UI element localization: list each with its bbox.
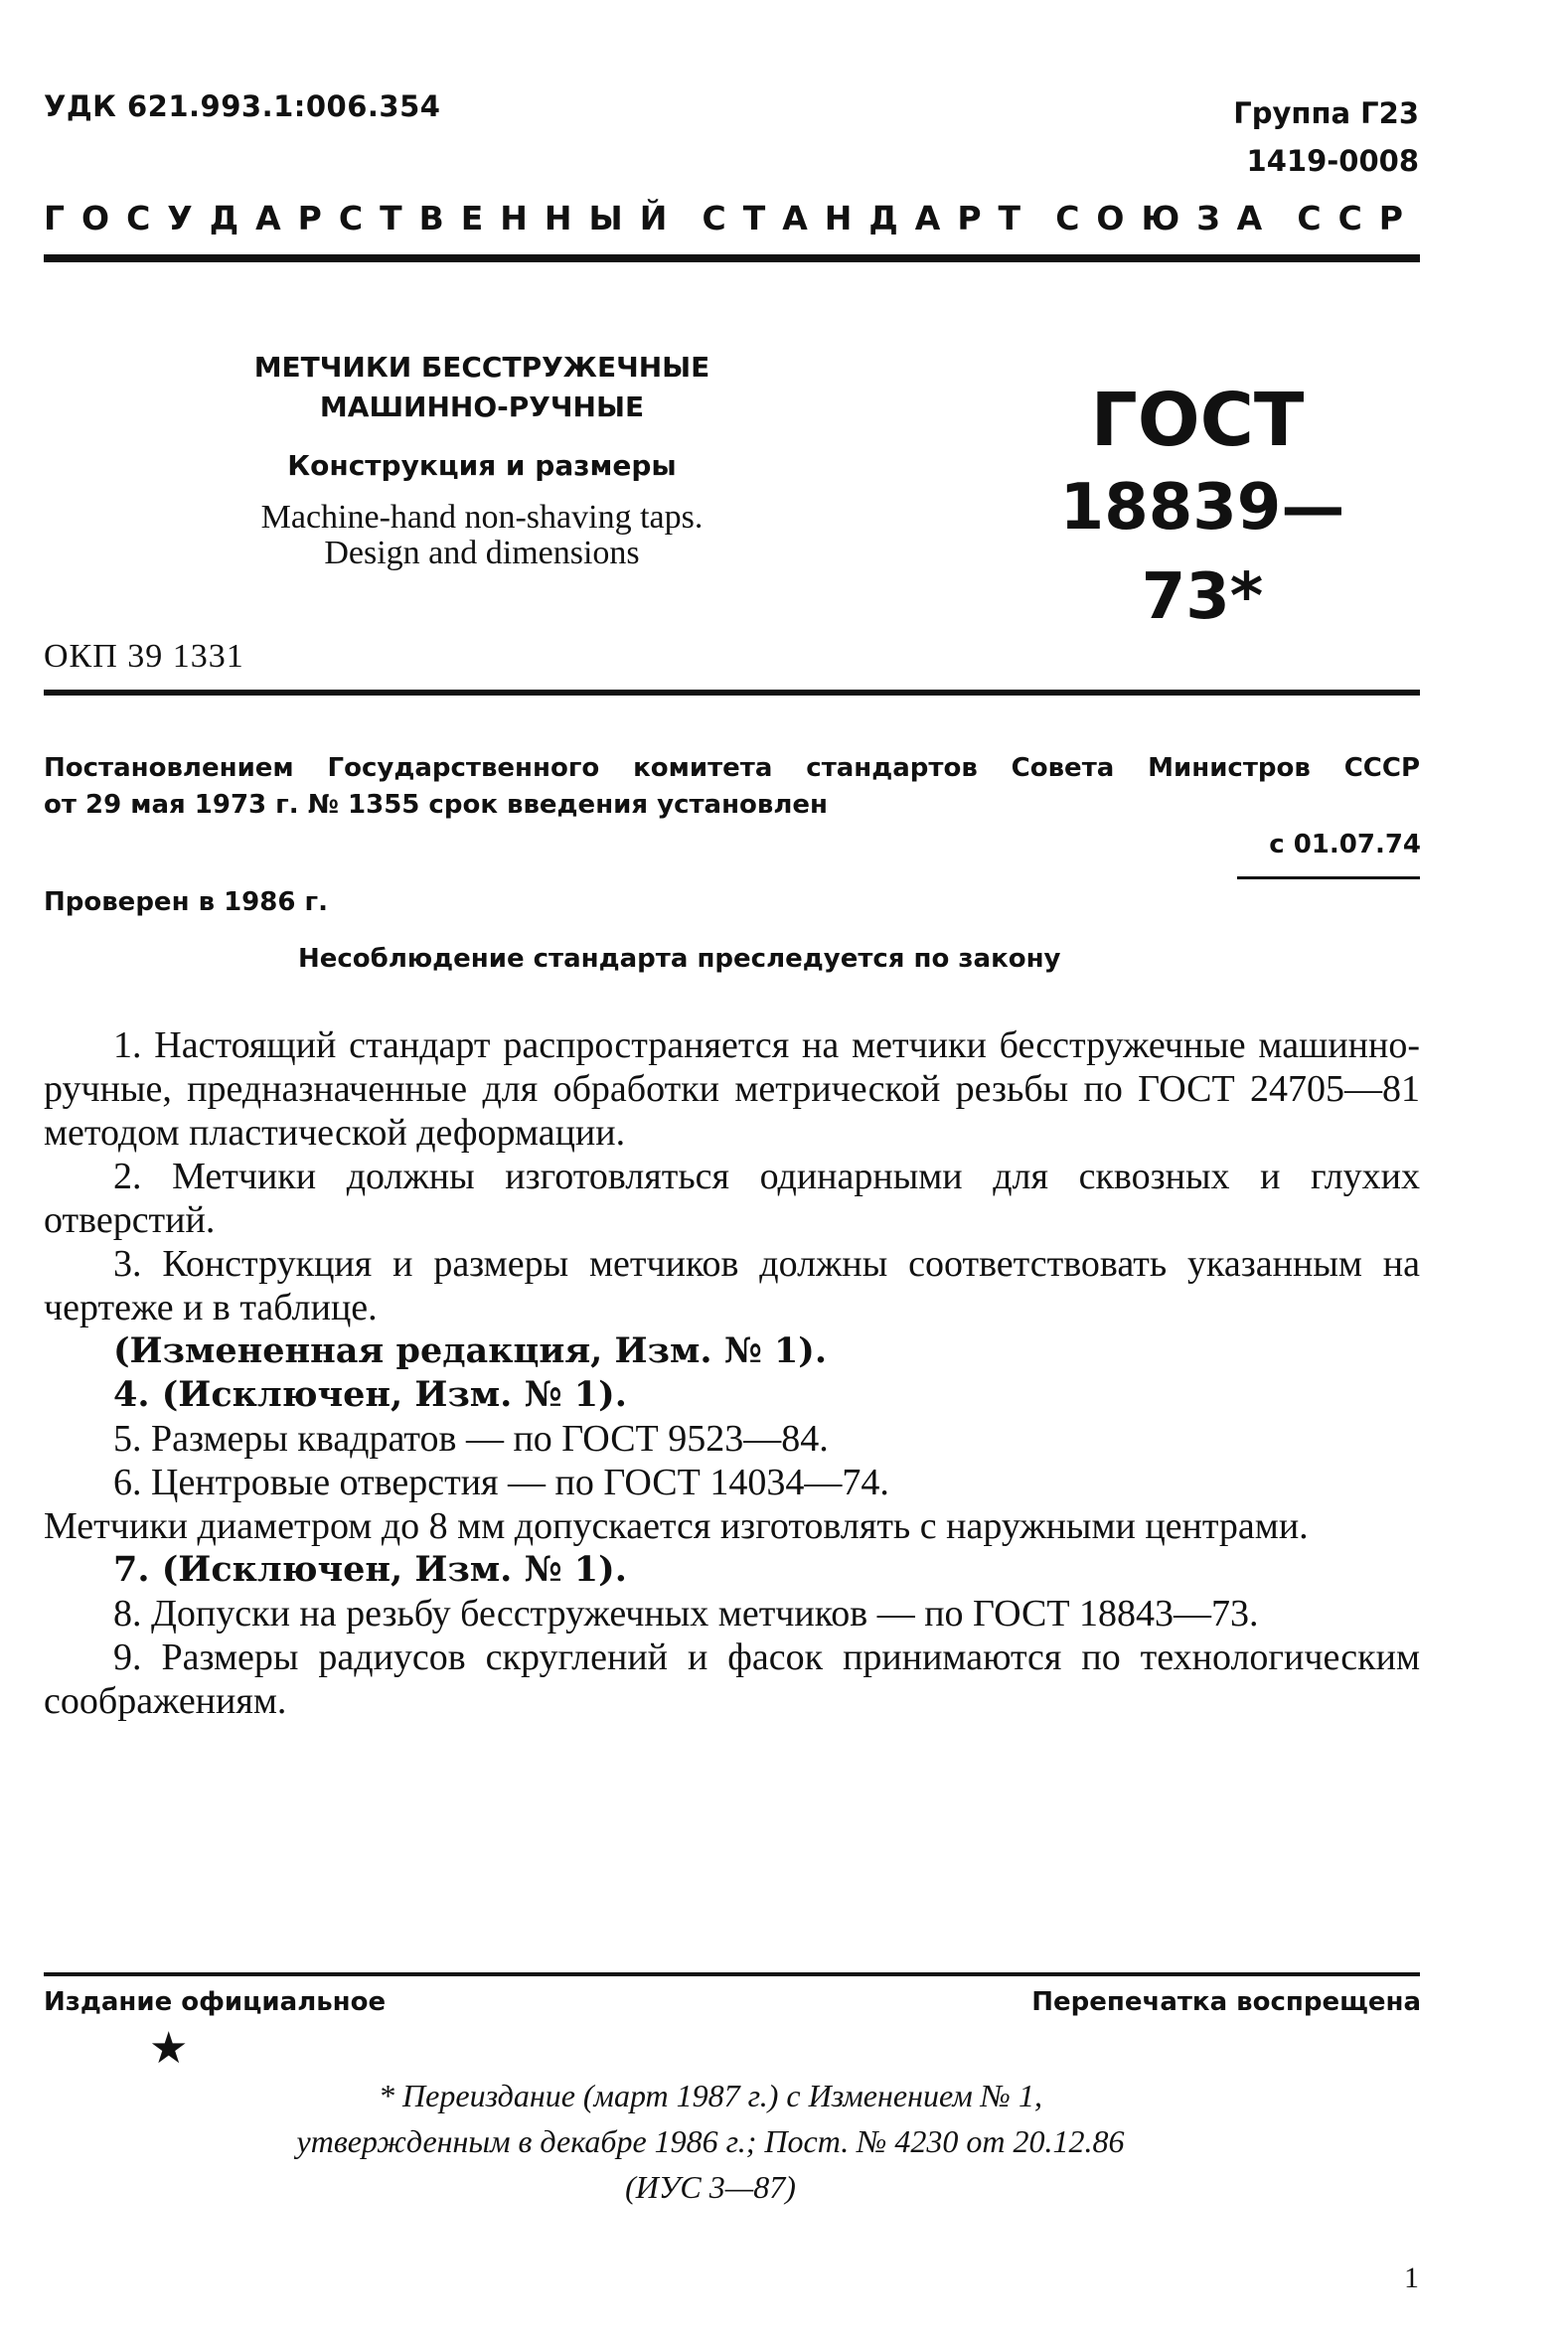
item-6-note: Метчики диаметром до 8 мм допускается изготовлять с наружными центрами. [44,1505,1309,1547]
item-1: 1. Настоящий стандарт распространяется на метчики бесстружечные машинно-ручные, предназначенные для обработки метрической резьбы по ГОСТ 24705—81 методом пластической деформации. [44,1024,1420,1154]
okp-code: ОКП 39 1331 [44,638,244,675]
footer-rule [44,1972,1420,1976]
state-standard-word-2: СТАНДАРТ [702,199,1038,237]
title-en-line1: Machine-hand non-shaving taps. [260,499,704,536]
item-8: 8. Допуски на резьбу бесстружечных метчиков — по ГОСТ 18843—73. [113,1593,1259,1635]
state-standard-word-3: СОЮЗА [1055,199,1280,237]
item-2: 2. Метчики должны изготовляться одинарными для сквозных и глухих отверстий. [44,1156,1420,1241]
item-3: 3. Конструкция и размеры метчиков должны соответствовать указанным на чертеже и в таблице. [44,1243,1420,1328]
item-3-amendment: (Измененная редакция, Изм. № 1). [113,1330,828,1371]
state-standard-word-4: ССР [1297,199,1420,237]
reprint-prohibited: Перепечатка воспрещена [1031,1987,1421,2017]
decree-line1: Постановлением Государственного комитета стандартов Совета Министров СССР [44,753,1420,783]
title-ru-line1: МЕТЧИКИ БЕССТРУЖЕЧНЫЕ [253,351,710,384]
law-notice: Несоблюдение стандарта преследуется по закону [298,944,1061,974]
date-underline [1237,876,1420,879]
title-block [174,348,790,571]
reissue-line1: * Переиздание (март 1987 г.) с Изменением № 1, [379,2078,1042,2113]
state-standard-heading [44,199,1420,237]
title-ru-line3: Конструкция и размеры [287,449,677,482]
item-7: 7. (Исключен, Изм. № 1). [113,1549,627,1590]
reissue-note [139,2073,1282,2210]
item-9: 9. Размеры радиусов скруглений и фасок принимаются по технологическим соображениям. [44,1636,1420,1722]
okp-rule [44,690,1420,696]
item-6: 6. Центровые отверстия — по ГОСТ 14034—74. [113,1462,889,1503]
group-block [1233,89,1419,185]
item-5: 5. Размеры квадратов — по ГОСТ 9523—84. [113,1418,829,1460]
introduction-date: с 01.07.74 [1269,830,1421,859]
header-rule [44,254,1420,262]
gost-number: 18839—73* [1059,471,1345,634]
official-edition: Издание официальное [44,1987,387,2017]
reissue-line2: утвержденным в декабре 1986 г.; Пост. № 4230 от 20.12.86 [296,2123,1125,2159]
checked-year: Проверен в 1986 г. [44,887,328,917]
item-4: 4. (Исключен, Изм. № 1). [113,1374,627,1415]
state-standard-word-1: ГОСУДАРСТВЕННЫЙ [44,199,685,237]
page-number: 1 [1404,2261,1419,2294]
reissue-line3: (ИУС 3—87) [625,2169,796,2205]
title-en-line2: Design and dimensions [324,535,640,571]
star-icon: ★ [149,2023,189,2074]
decree-line2: от 29 мая 1973 г. № 1355 срок введения установлен [44,790,829,820]
group-code: Группа Г23 [1233,96,1419,130]
body-text [44,1023,1420,1723]
classification-code: 1419-0008 [1246,144,1419,178]
udk-code: УДК 621.993.1:006.354 [44,89,441,123]
title-ru-line2: МАШИННО-РУЧНЫЕ [319,390,645,423]
gost-word: ГОСТ [1090,378,1305,463]
